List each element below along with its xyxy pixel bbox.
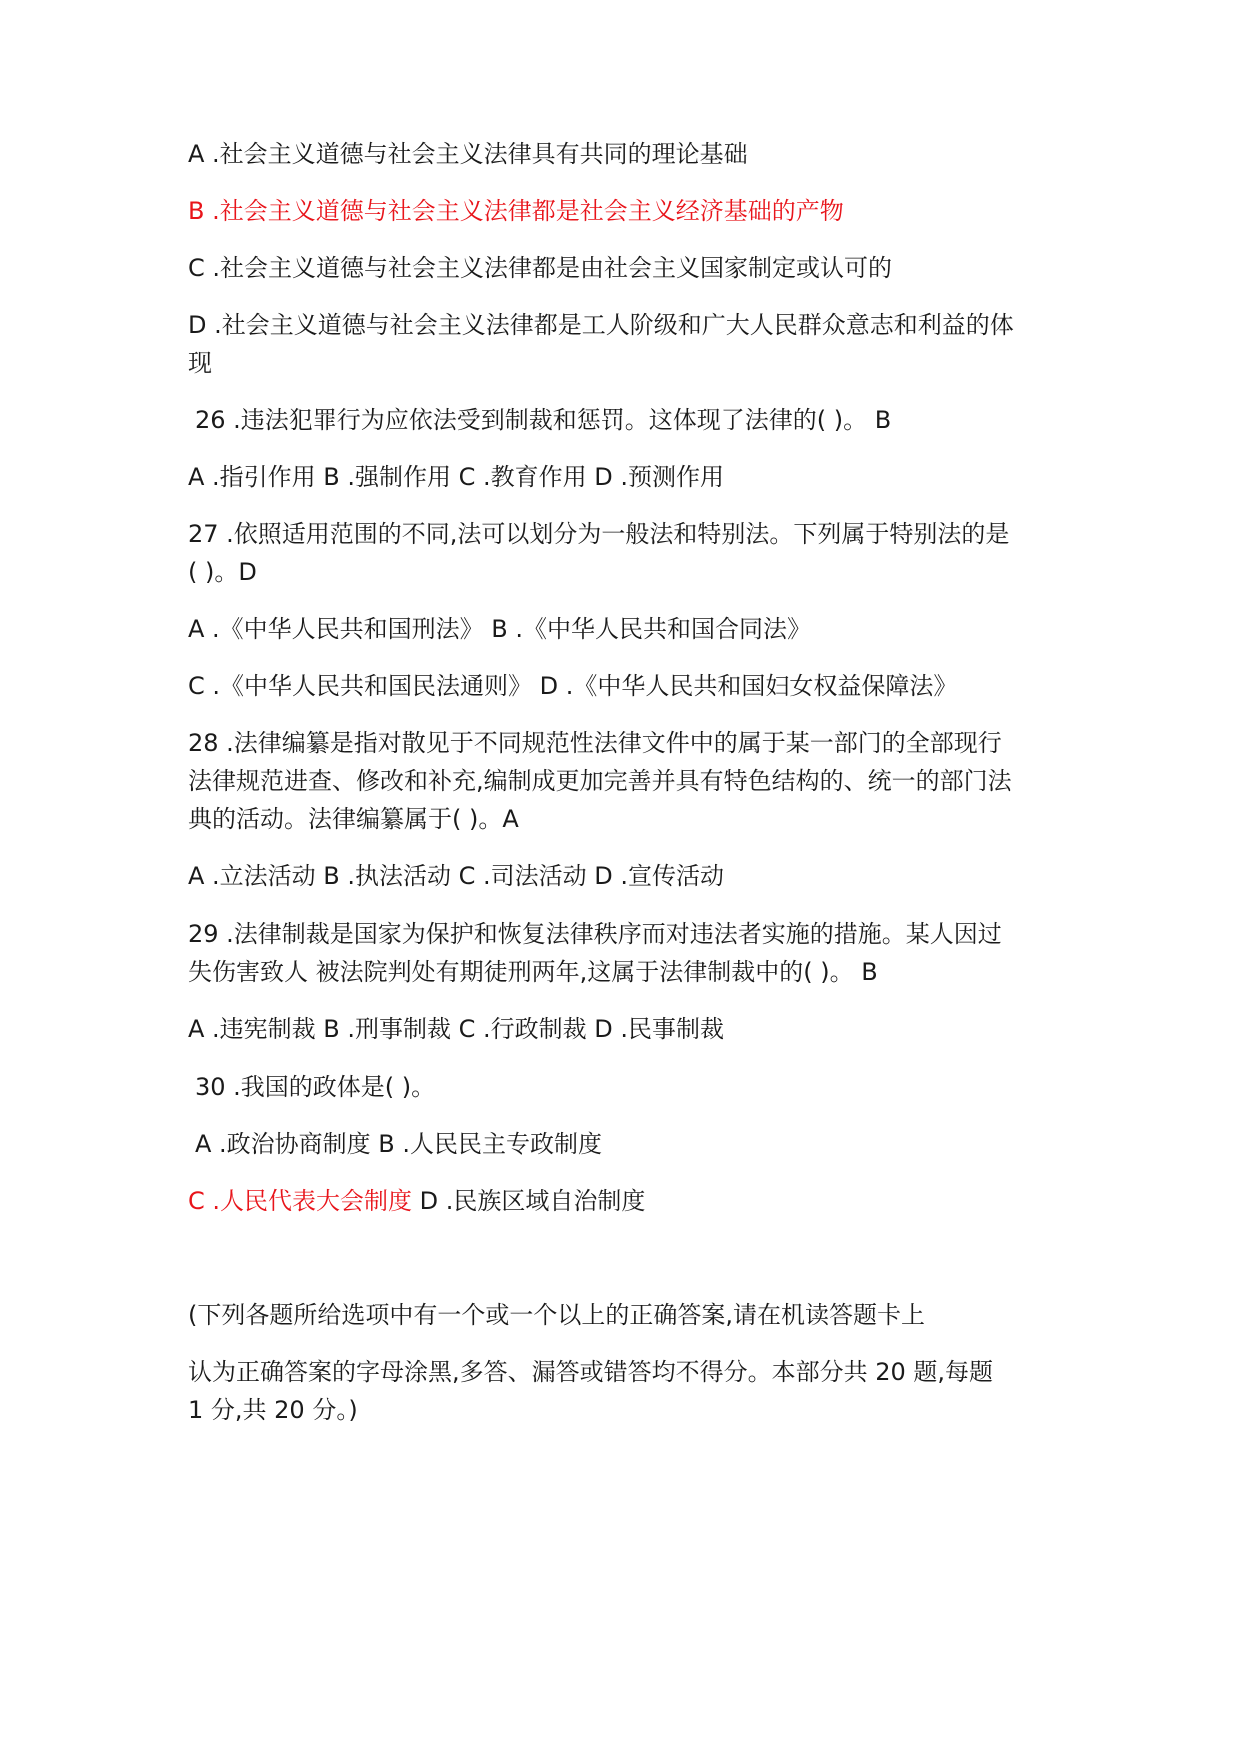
question-29-line2: 失伤害致人 被法院判处有期徒刑两年,这属于法律制裁中的( )。 B [188,958,878,986]
question-27-line2: ( )。D [188,558,257,586]
question-29-line1: 29 .法律制裁是国家为保护和恢复法律秩序而对违法者实施的措施。某人因过 [188,920,1002,948]
question-28-line2: 法律规范进查、修改和补充,编制成更加完善并具有特色结构的、统一的部门法 [188,767,1012,795]
option-a-q25: A .社会主义道德与社会主义法律具有共同的理论基础 [188,140,748,168]
question-30: 30 .我国的政体是( )。 [195,1073,436,1101]
question-28-line1: 28 .法律编纂是指对散见于不同规范性法律文件中的属于某一部门的全部现行 [188,729,1002,757]
options-q28: A .立法活动 B .执法活动 C .司法活动 D .宣传活动 [188,862,725,890]
section-instructions-line3: 1 分,共 20 分。) [188,1396,358,1424]
option-d-q30: D .民族区域自治制度 [412,1187,646,1215]
options-q26: A .指引作用 B .强制作用 C .教育作用 D .预测作用 [188,463,725,491]
options-q30-ab: A .政治协商制度 B .人民民主专政制度 [195,1130,603,1158]
question-27-line1: 27 .依照适用范围的不同,法可以划分为一般法和特别法。下列属于特别法的是 [188,520,1010,548]
options-q27-ab: A .《中华人民共和国刑法》 B .《中华人民共和国合同法》 [188,615,812,643]
options-q29: A .违宪制裁 B .刑事制裁 C .行政制裁 D .民事制裁 [188,1015,725,1043]
option-d-q25-line2: 现 [188,349,212,377]
section-instructions-line1: (下列各题所给选项中有一个或一个以上的正确答案,请在机读答题卡上 [188,1301,925,1329]
options-q30-cd [188,1180,1068,1223]
question-26: 26 .违法犯罪行为应依法受到制裁和惩罚。这体现了法律的( )。 B [195,406,892,434]
option-b-q25-answer: B .社会主义道德与社会主义法律都是社会主义经济基础的产物 [188,197,844,225]
option-c-q30-answer: C .人民代表大会制度 [188,1187,413,1215]
options-q27-cd: C .《中华人民共和国民法通则》 D .《中华人民共和国妇女权益保障法》 [188,672,958,700]
section-instructions-line2: 认为正确答案的字母涂黑,多答、漏答或错答均不得分。本部分共 20 题,每题 [188,1358,994,1386]
option-c-q25: C .社会主义道德与社会主义法律都是由社会主义国家制定或认可的 [188,254,893,282]
question-28-line3: 典的活动。法律编纂属于( )。A [188,805,519,833]
option-d-q25-line1: D .社会主义道德与社会主义法律都是工人阶级和广大人民群众意志和利益的体 [188,311,1014,339]
